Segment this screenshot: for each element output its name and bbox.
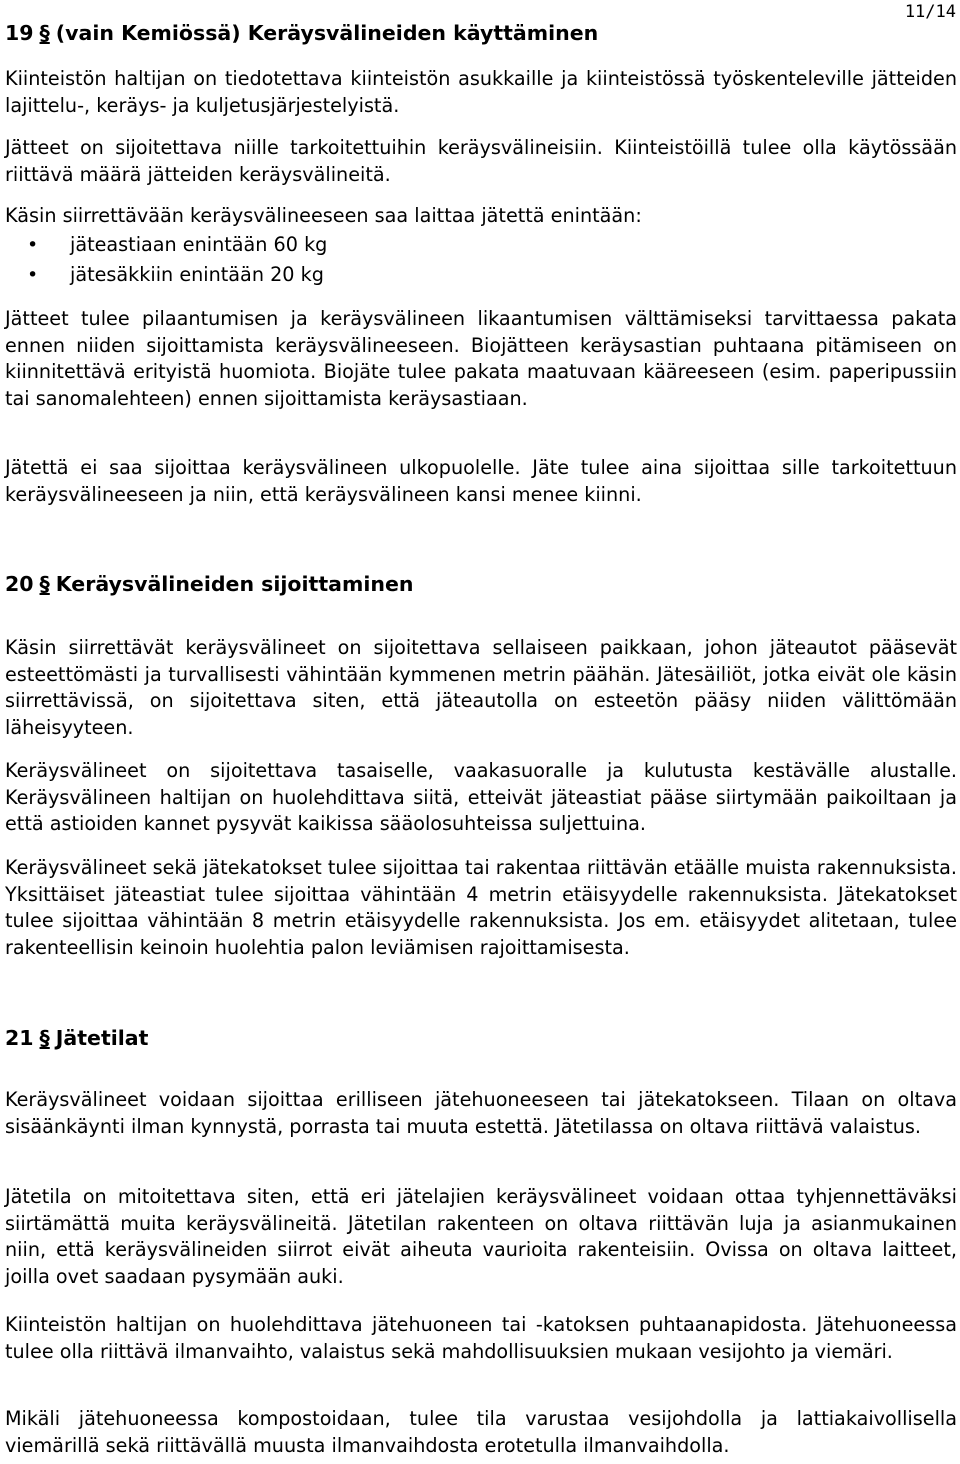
section-21-heading	[5, 1023, 957, 1053]
section-sign: §	[39, 21, 50, 45]
page-number: 11/14	[904, 2, 956, 22]
section-19	[5, 18, 957, 48]
section-sign: §	[39, 1026, 50, 1050]
section-number: 21	[5, 1026, 34, 1050]
paragraph: Keräysvälineet voidaan sijoittaa erilliseen jätehuoneeseen tai jätekatokseen. Tilaan on oltava sisäänkäynti ilman kynnystä, porrasta tai muuta estettä. Jätetilassa on oltava riittävä valaistus.	[5, 1088, 957, 1138]
paragraph: Keräysvälineet sekä jätekatokset tulee sijoittaa tai rakentaa riittävän etäälle muista rakennuksista. Yksittäiset jäteastiat tulee sijoittaa vähintään 4 metrin etäisyydelle rakennuksista. Jätekatokset tulee sijoittaa vähintään 8 metrin etäisyydelle rakennuksista. Jos em. etäisyydet alitetaan, tulee rakenteellisin keinoin huolehtia palon leviämisen rajoittamisesta.	[5, 856, 957, 959]
section-19-heading	[5, 18, 957, 48]
paragraph: Keräysvälineet on sijoitettava tasaiselle, vaakasuoralle ja kulutusta kestävälle alustalle. Keräysvälineen haltijan on huolehdittava siitä, etteivät jäteastiat pääse siirtymään paikoiltaan ja että astioiden kannet pysyvät kaikissa sääolosuhteissa suljettuina.	[5, 759, 957, 835]
paragraph: Mikäli jätehuoneessa kompostoidaan, tulee tila varustaa vesijohdolla ja lattiakaivollisella viemärillä sekä riittävällä muusta ilmanvaihdosta erotetulla ilmanvaihdolla.	[5, 1407, 957, 1457]
paragraph: Jätteet tulee pilaantumisen ja keräysvälineen likaantumisen välttämiseksi tarvittaessa pakata ennen niiden sijoittamista keräysvälineeseen. Biojätteen keräysastian puhtaana pitämiseen on kiinnitettävä erityistä huomiota. Biojäte tulee pakata maatuvaan kääreeseen (esim. paperipussiin tai sanomalehteen) ennen sijoittamista keräysastiaan.	[5, 307, 957, 410]
section-number: 19	[5, 21, 34, 45]
section-title: (vain Kemiössä) Keräysvälineiden käyttäminen	[55, 21, 599, 45]
section-20-heading	[5, 569, 957, 599]
paragraph: Jätettä ei saa sijoittaa keräysvälineen ulkopuolelle. Jäte tulee aina sijoittaa sille tarkoitettuun keräysvälineeseen ja niin, että keräysvälineen kansi menee kiinni.	[5, 456, 957, 506]
list-item: • jätesäkkiin enintään 20 kg	[5, 260, 957, 290]
section-20	[5, 569, 957, 599]
weight-limit-list	[5, 230, 957, 290]
section-title: Keräysvälineiden sijoittaminen	[55, 572, 414, 596]
paragraph: Kiinteistön haltijan on tiedotettava kiinteistön asukkaille ja kiinteistössä työskenteleville jätteiden lajittelu-, keräys- ja kuljetusjärjestelyistä.	[5, 67, 957, 117]
list-item: • jäteastiaan enintään 60 kg	[5, 230, 957, 260]
paragraph: Jätetila on mitoitettava siten, että eri jätelajien keräysvälineet voidaan ottaa tyhjennettäväksi siirtämättä muita keräysvälineitä. Jätetilan rakenteen on oltava riittävän luja ja asianmukainen niin, että keräysvälineiden siirrot eivät aiheuta vaurioita rakenteisiin. Ovissa on oltava laitteet, joilla ovet saadaan pysymään auki.	[5, 1185, 957, 1288]
paragraph: Jätteet on sijoitettava niille tarkoitettuihin keräysvälineisiin. Kiinteistöillä tulee olla käytössään riittävä määrä jätteiden keräysvälineitä.	[5, 136, 957, 186]
section-21	[5, 1023, 957, 1053]
paragraph: Käsin siirrettävät keräysvälineet on sijoitettava sellaiseen paikkaan, johon jäteautot pääsevät esteettömästi ja turvallisesti vähintään kymmenen metrin päähän. Jätesäiliöt, jotka eivät ole käsin siirrettävissä, on sijoitettava siten, että jäteautolla on esteetön pääsy niiden välittömään läheisyyteen.	[5, 636, 957, 739]
paragraph: Kiinteistön haltijan on huolehdittava jätehuoneen tai -katoksen puhtaanapidosta. Jätehuoneessa tulee olla riittävä ilmanvaihto, valaistus sekä mahdollisuuksien mukaan vesijohto ja viemäri.	[5, 1313, 957, 1363]
paragraph: Käsin siirrettävään keräysvälineeseen saa laittaa jätettä enintään:	[5, 204, 642, 227]
section-sign: §	[39, 572, 50, 596]
section-number: 20	[5, 572, 34, 596]
section-title: Jätetilat	[55, 1026, 149, 1050]
